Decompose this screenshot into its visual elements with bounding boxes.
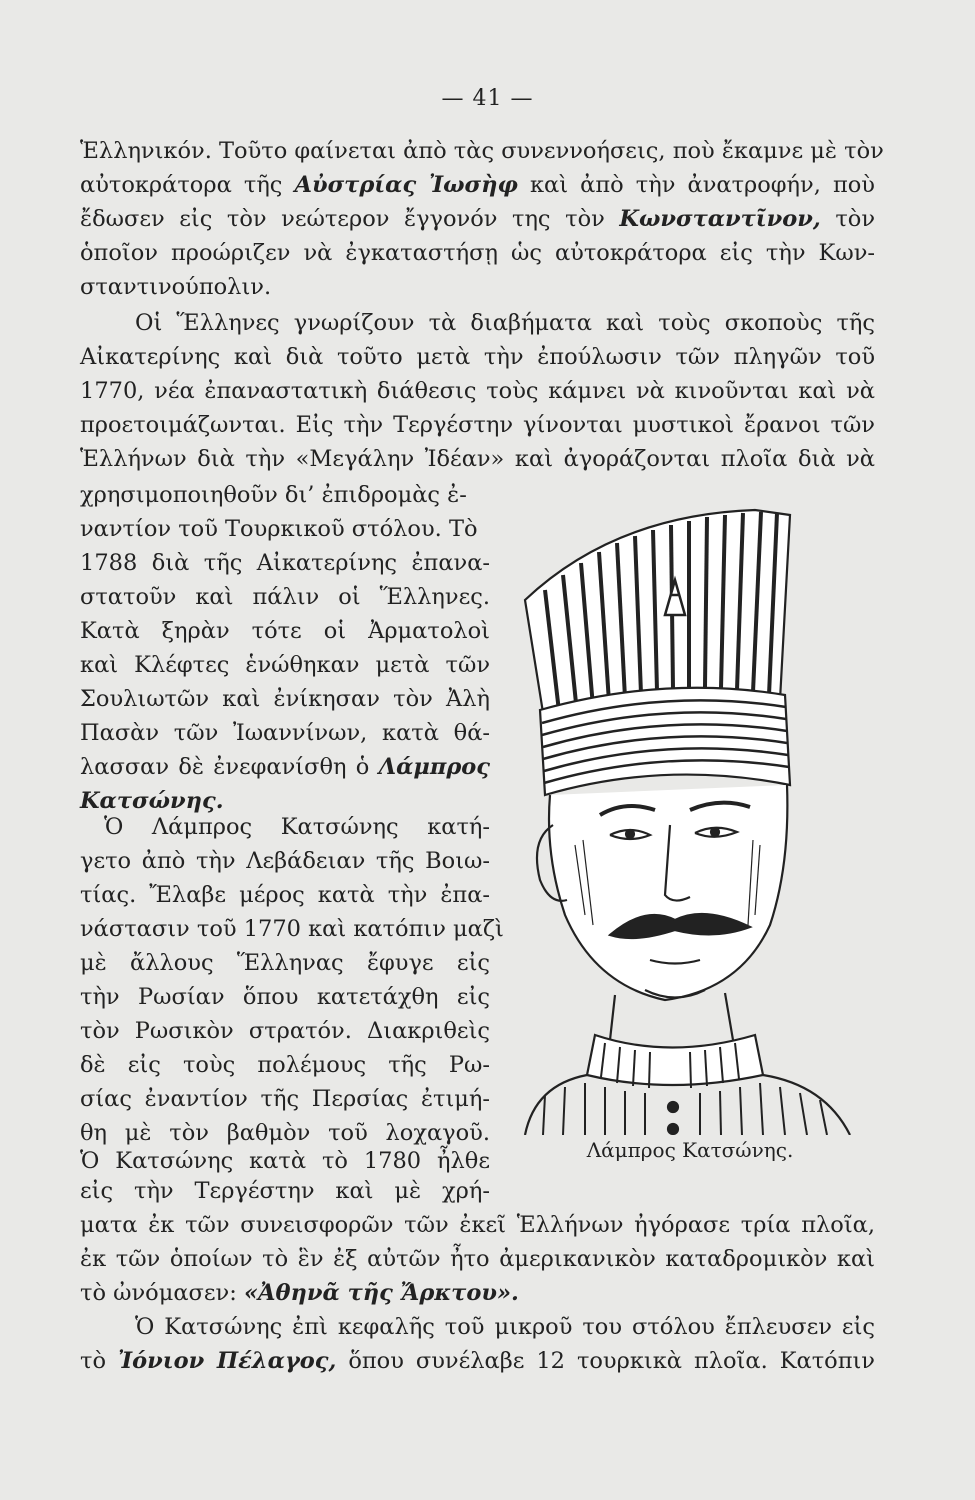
text-line: Ὁ Λάμπρος Κατσώνης κατή- — [104, 814, 490, 840]
text-line: Οἱ Ἕλληνες γνωρίζουν τὰ διαβήματα καὶ τοὺς σκοποὺς τῆς — [135, 310, 875, 336]
text-line: τὴν Ρωσίαν ὅπου κατετάχθη εἰς — [80, 984, 490, 1010]
text-line: Ἑλληνικόν. Τοῦτο φαίνεται ἀπὸ τὰς συνεννοήσεις, ποὺ ἔκαμνε μὲ τὸν — [80, 138, 884, 164]
text-line: στατοῦν καὶ πάλιν οἱ Ἕλληνες. — [80, 584, 490, 610]
text-line: καὶ Κλέφτες ἑνώθηκαν μετὰ τῶν — [80, 652, 490, 678]
text-line: 1770, νέα ἐπαναστατικὴ διάθεσις τοὺς κάμνει νὰ κινοῦνται καὶ νὰ — [80, 378, 875, 404]
text-line: Σουλιωτῶν καὶ ἐνίκησαν τὸν Ἀλὴ — [80, 686, 490, 712]
text-line: Ὁ Κατσώνης κατὰ τὸ 1780 ἦλθε — [80, 1148, 490, 1174]
text-line: μὲ ἄλλους Ἕλληνας ἔφυγε εἰς — [80, 950, 490, 976]
text-line: εἰς τὴν Τεργέστην καὶ μὲ χρή- — [80, 1178, 490, 1204]
text-line: δὲ εἰς τοὺς πολέμους τῆς Ρω- — [80, 1052, 490, 1078]
text-line: ματα ἐκ τῶν συνεισφορῶν τῶν ἐκεῖ Ἑλλήνων ἠγόρασε τρία πλοῖα, — [80, 1212, 875, 1238]
text-line: τὸν Ρωσικὸν στρατόν. Διακριθεὶς — [80, 1018, 490, 1044]
text-line: Ὁ Κατσώνης ἐπὶ κεφαλῆς τοῦ μικροῦ του στόλου ἔπλευσεν εἰς — [135, 1314, 875, 1340]
text-line: Πασὰν τῶν Ἰωαννίνων, κατὰ θά- — [80, 720, 490, 746]
text-line: Ἑλλήνων διὰ τὴν «Μεγάλην Ἰδέαν» καὶ ἀγοράζονται πλοῖα διὰ νὰ — [80, 446, 875, 472]
text-line: ἐκ τῶν ὁποίων τὸ ἓν ἐξ αὐτῶν ἦτο ἀμερικανικὸν καταδρομικὸν καὶ — [80, 1246, 875, 1272]
text-line: τίας. Ἔλαβε μέρος κατὰ τὴν ἐπα- — [80, 882, 490, 908]
text-line: γετο ἀπὸ τὴν Λεβάδειαν τῆς Βοιω- — [80, 848, 490, 874]
text-line: σίας ἐναντίον τῆς Περσίας ἐτιμή- — [80, 1086, 490, 1112]
page-number: — 41 — — [441, 86, 534, 111]
text-line: ἔδωσεν εἰς τὸν νεώτερον ἔγγονόν της τὸν Κωνσταντῖνον, τὸν — [80, 206, 875, 232]
portrait-illustration — [505, 495, 875, 1135]
portrait-caption: Λάμπρος Κατσώνης. — [586, 1138, 794, 1162]
text-line: Κατὰ ξηρὰν τότε οἱ Ἀρματολοὶ — [80, 618, 490, 644]
text-line: Κατσώνης. — [80, 788, 224, 814]
text-line: αὐτοκράτορα τῆς Αὐστρίας Ἰωσὴφ καὶ ἀπὸ τὴν ἀνατροφήν, ποὺ — [80, 172, 875, 198]
text-line: τὸ Ἰόνιον Πέλαγος, ὅπου συνέλαβε 12 τουρκικὰ πλοῖα. Κατόπιν — [80, 1348, 875, 1374]
text-line: τὸ ὠνόμασεν: «Ἀθηνᾶ τῆς Ἄρκτου». — [80, 1280, 519, 1306]
text-line: προετοιμάζωνται. Εἰς τὴν Τεργέστην γίνονται μυστικοὶ ἔρανοι τῶν — [80, 412, 875, 438]
text-line: 1788 διὰ τῆς Αἰκατερίνης ἐπανα- — [80, 550, 490, 576]
text-line: ναντίον τοῦ Τουρκικοῦ στόλου. Τὸ — [80, 516, 478, 542]
text-line: χρησιμοποιηθοῦν δι’ ἐπιδρομὰς ἐ- — [80, 482, 467, 508]
text-line: νάστασιν τοῦ 1770 καὶ κατόπιν μαζὶ — [80, 916, 504, 942]
text-line: λασσαν δὲ ἐνεφανίσθη ὁ Λάμπρος — [80, 754, 490, 780]
text-line: θη μὲ τὸν βαθμὸν τοῦ λοχαγοῦ. — [80, 1120, 490, 1146]
text-line: ὁποῖον προώριζεν νὰ ἐγκαταστήσῃ ὡς αὐτοκράτορα εἰς τὴν Κων- — [80, 240, 875, 266]
text-line: Αἰκατερίνης καὶ διὰ τοῦτο μετὰ τὴν ἐπούλωσιν τῶν πληγῶν τοῦ — [80, 344, 875, 370]
text-line: σταντινούπολιν. — [80, 274, 272, 300]
